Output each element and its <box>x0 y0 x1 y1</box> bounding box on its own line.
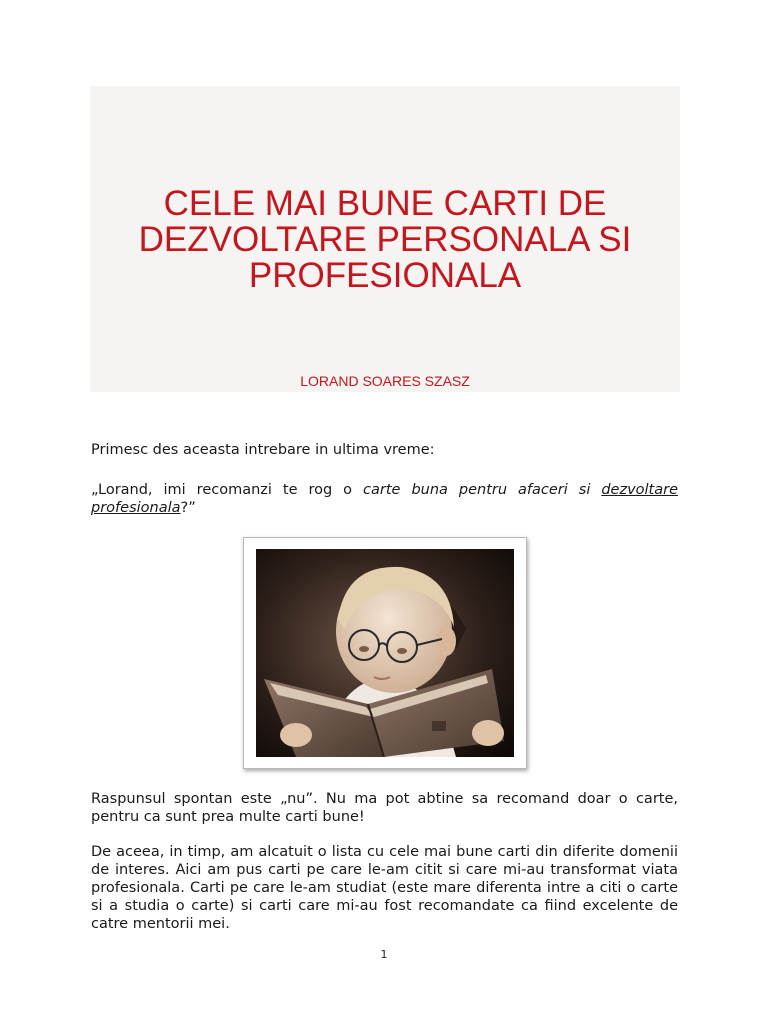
quote-paragraph <box>91 481 678 517</box>
document-title <box>90 186 680 294</box>
page-number: 1 <box>380 948 388 961</box>
author-name: LORAND SOARES SZASZ <box>300 373 470 389</box>
answer-paragraph <box>91 790 678 826</box>
profesionala-link[interactable]: profesionala <box>91 500 181 516</box>
photo-child-reading-icon <box>256 549 514 757</box>
answer-line-1: Raspunsul spontan este „nu”. Nu ma pot abtine sa recomand doar o carte, <box>91 791 678 807</box>
photo-frame <box>243 537 527 769</box>
book-list-paragraph: De aceea, in timp, am alcatuit o lista cu cele mai bune carti din diferite domenii de interes. Aici am pus carti pe care le-am citit si care mi-au transformat viata profesionala. Carti pe care le-am studiat (este mare diferenta intre a citi o carte si a studia o carte) si carti care mi-au fost recomandate ca fiind excelente de catre mentorii mei. <box>91 844 678 932</box>
quote-close: ?” <box>180 500 196 516</box>
quote-italic: carte buna pentru afaceri si <box>363 482 602 498</box>
title-banner <box>90 86 680 392</box>
title-line-2: DEZVOLTARE PERSONALA SI <box>138 220 632 259</box>
answer-line-2: pentru ca sunt prea multe carti bune! <box>91 809 365 825</box>
title-line-1: CELE MAI BUNE CARTI DE <box>163 184 607 223</box>
dezvoltare-link[interactable]: dezvoltare <box>601 482 678 498</box>
quote-line-2 <box>91 499 678 517</box>
intro-paragraph: Primesc des aceasta intrebare in ultima vreme: <box>91 442 435 458</box>
quote-line-1 <box>91 481 678 499</box>
quote-open: „Lorand, imi recomanzi te rog o <box>91 482 364 498</box>
title-line-3: PROFESIONALA <box>248 256 522 295</box>
